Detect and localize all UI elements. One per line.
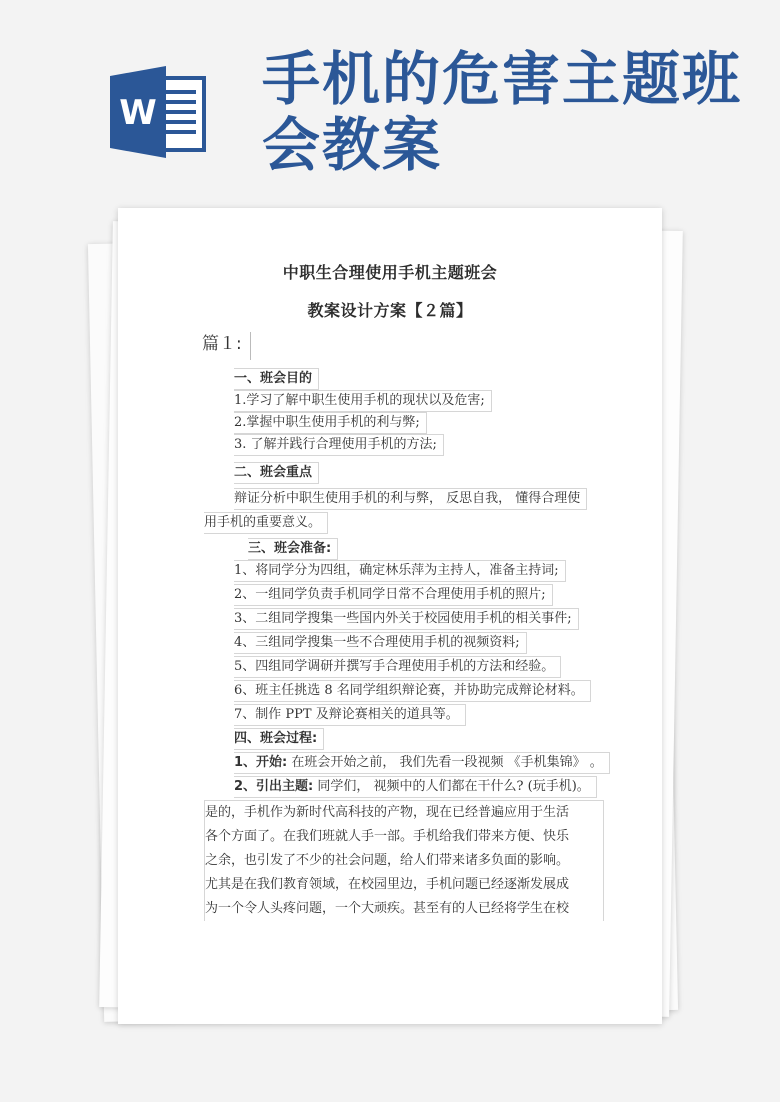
document-title-line-2: 教案设计方案【２篇】 <box>307 301 473 320</box>
goal-item-2: 2.掌握中职生使用手机的利与弊; <box>234 412 427 434</box>
process-step-2-label: 2、引出主题: <box>234 779 314 794</box>
document-title-line-1: 中职生合理使用手机主题班会 <box>282 263 498 282</box>
prep-item-5: 5、四组同学调研并撰写手合理使用手机的方法和经验。 <box>234 656 561 678</box>
prep-item-7: 7、制作 PPT 及辩论赛相关的道具等。 <box>234 704 466 726</box>
section-heading-process: 四、班会过程: <box>234 728 324 750</box>
document-page <box>118 208 662 1024</box>
paragraph-line-2: 各个方面了。在我们班就人手一部。手机给我们带来方便、快乐 <box>205 829 570 844</box>
prep-item-2: 2、一组同学负责手机同学日常不合理使用手机的照片; <box>234 584 553 606</box>
prep-item-6: 6、班主任挑选 8 名同学组织辩论赛，并协助完成辩论材料。 <box>234 680 591 702</box>
headline-line-1: 手机的危害主题班 <box>262 45 743 113</box>
paragraph-line-5: 为一个令人头疼问题，一个大顽疾。甚至有的人已经将学生在校 <box>205 901 570 916</box>
word-icon-letter: W <box>119 93 157 133</box>
section-heading-focus: 二、班会重点 <box>234 462 319 484</box>
section-heading-goal: 一、班会目的 <box>234 368 319 390</box>
page-headline <box>262 46 762 178</box>
process-step-1-text: 在班会开始之前， 我们先看一段视频 《手机集锦》 。 <box>287 755 603 770</box>
section-heading-preparation: 三、班会准备: <box>248 538 338 560</box>
process-step-1 <box>234 752 610 774</box>
goal-item-1: 1.学习了解中职生使用手机的现状以及危害; <box>234 390 492 412</box>
process-step-1-label: 1、开始: <box>234 755 288 770</box>
paragraph-line-4: 尤其是在我们教育领域，在校园里边，手机问题已经逐渐发展成 <box>205 877 570 892</box>
prep-item-3: 3、二组同学搜集一些国内外关于校园使用手机的相关事件; <box>234 608 579 630</box>
focus-text-line-1: 辩证分析中职生使用手机的利与弊， 反思自我， 懂得合理使 <box>234 488 587 510</box>
focus-text-line-2: 用手机的重要意义。 <box>204 512 328 534</box>
process-step-2 <box>234 776 597 798</box>
goal-item-3: 3. 了解并践行合理使用手机的方法; <box>234 434 444 456</box>
chapter-label: 篇１: <box>202 332 251 360</box>
process-paragraph <box>204 800 604 921</box>
headline-line-2: 会教案 <box>262 111 443 179</box>
process-step-2-text: 同学们， 视频中的人们都在干什么? (玩手机)。 <box>313 779 590 794</box>
paragraph-line-1: 是的，手机作为新时代高科技的产物，现在已经普遍应用于生活 <box>205 805 570 820</box>
paragraph-line-3: 之余，也引发了不少的社会问题，给人们带来诸多负面的影响。 <box>205 853 570 868</box>
prep-item-4: 4、三组同学搜集一些不合理使用手机的视频资料; <box>234 632 527 654</box>
word-document-icon <box>108 62 208 162</box>
prep-item-1: 1、将同学分为四组，确定林乐萍为主持人，准备主持词; <box>234 560 566 582</box>
